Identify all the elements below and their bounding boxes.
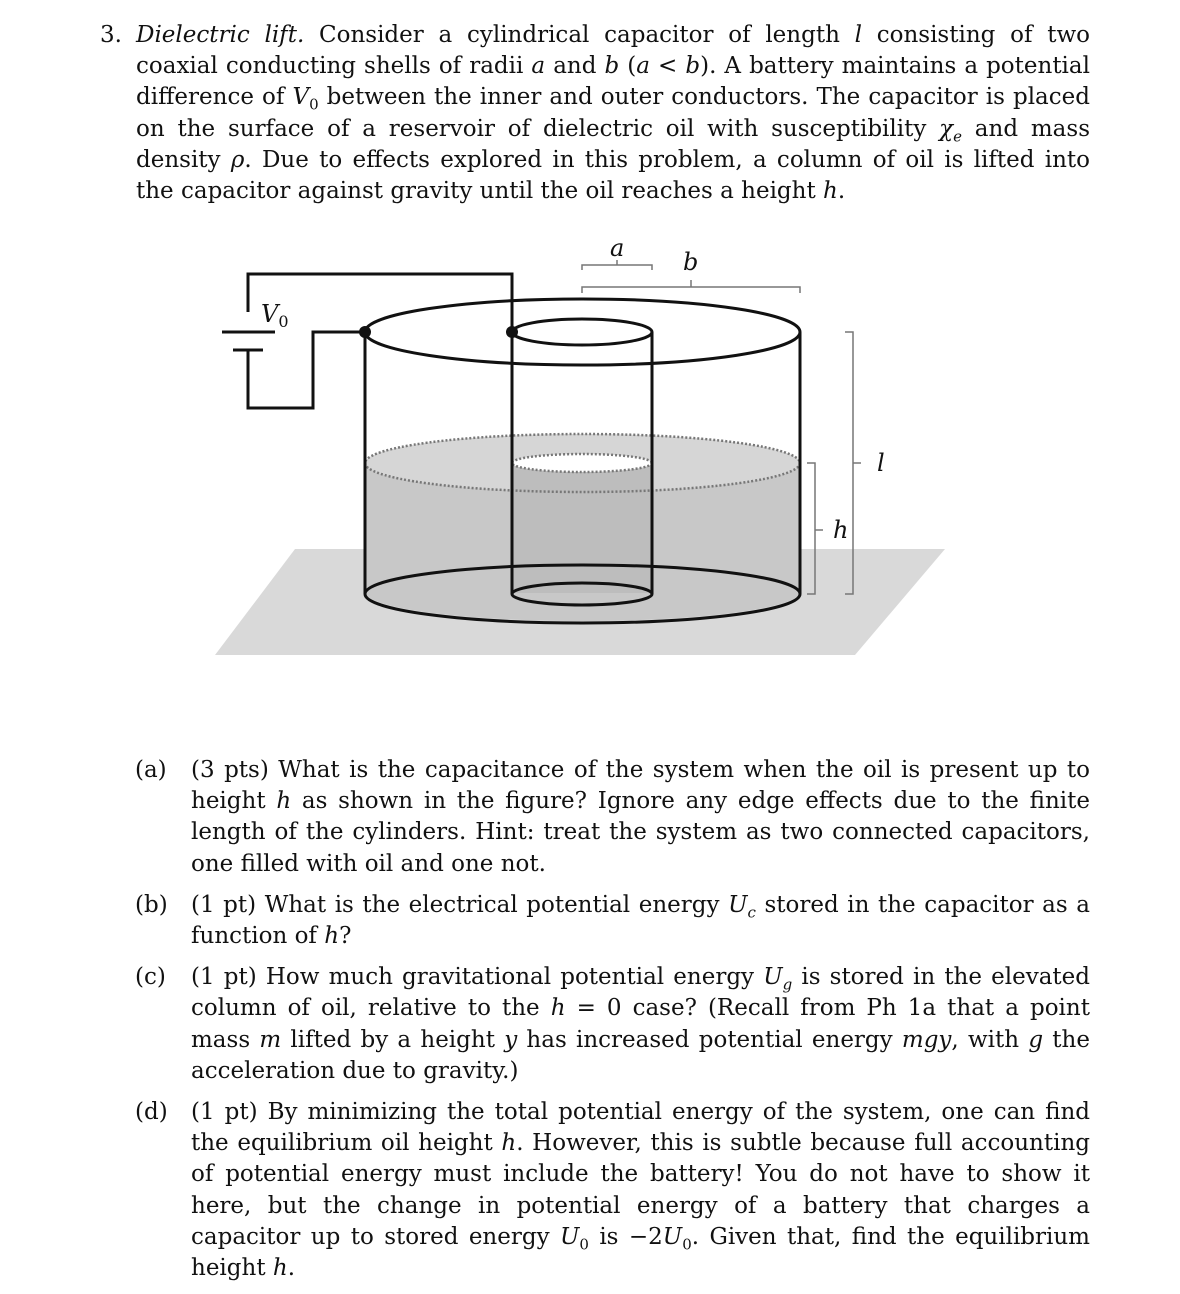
part-text: (3 pts) What is the capacitance of the system when the oil is present up to height h as shown in the figure? Ignore any edge effects due to the finite length of the cylinders. Hint: treat the system as two connected capacitors, one filled with oil and one not. <box>191 757 1090 877</box>
inner-top-ellipse <box>512 319 652 345</box>
part-b <box>135 890 1090 952</box>
part-d <box>135 1097 1090 1284</box>
label-l: l <box>877 449 885 477</box>
problem-body <box>136 20 1090 207</box>
part-text: (1 pt) What is the electrical potential energy $U_c$ stored in the capacitor as a function of h? <box>191 891 1090 950</box>
part-letter: (a) <box>135 757 167 783</box>
oil-surface-inner-dotted <box>512 454 652 472</box>
inner-oil <box>512 463 652 593</box>
problem-title: Dielectric lift. <box>136 22 305 48</box>
part-c <box>135 962 1090 1087</box>
label-b: b <box>683 248 699 276</box>
wire-outer <box>248 332 365 408</box>
bracket-b <box>582 287 800 293</box>
capacitor-diagram <box>205 232 965 672</box>
problem-intro-text: Consider a cylindrical capacitor of length l consisting of two coaxial conducting shells of radii a and b (a < b). A battery maintains a potential difference of $V_0$ between the inner and outer conductors. The capacitor is placed on the surface of a reservoir of dielectric oil with susceptibility $\chi_e$ and mass density ρ. Due to effects explored in this problem, a column of oil is lifted into the capacitor against gravity until the oil reaches a height h. <box>136 22 1091 205</box>
problem-parts <box>135 755 1090 1294</box>
junction-inner <box>506 326 518 338</box>
capacitor-figure <box>205 232 965 672</box>
problem-statement <box>100 20 1090 207</box>
voltage-label: $V_0$ <box>261 300 289 331</box>
part-a <box>135 755 1090 880</box>
part-text: (1 pt) By minimizing the total potential energy of the system, one can find the equilibrium oil height h. However, this is subtle because full accounting of potential energy must include the battery! You do not have to show it here, but the change in potential energy of a battery that charges a capacitor up to stored energy $U_0$ is $-2U_0$. Given that, find the equilibrium height h. <box>191 1099 1090 1282</box>
part-text: (1 pt) How much gravitational potential energy $U_g$ is stored in the elevated column of oil, relative to the h = 0 case? (Recall from Ph 1a that a point mass m lifted by a height y has increased potential energy mgy, with g the acceleration due to gravity.) <box>191 964 1090 1084</box>
label-h: h <box>833 516 849 544</box>
part-letter: (c) <box>135 964 166 991</box>
part-letter: (d) <box>135 1099 168 1126</box>
problem-number: 3. <box>100 22 122 48</box>
part-letter: (b) <box>135 891 168 918</box>
junction-outer <box>359 326 371 338</box>
label-a: a <box>610 234 625 262</box>
bracket-a <box>582 265 652 270</box>
